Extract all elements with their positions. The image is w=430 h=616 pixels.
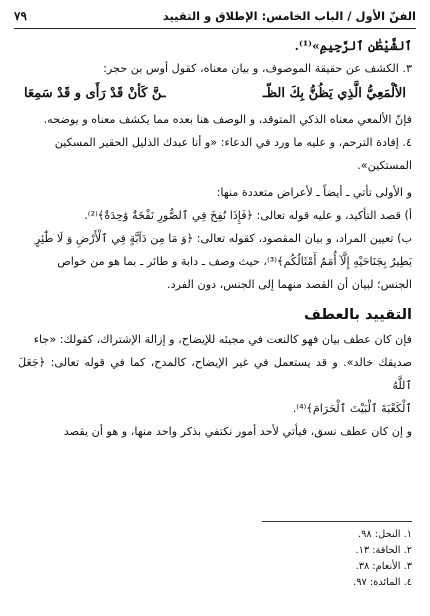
footnotes — [353, 527, 412, 591]
text-line: فإن كان عطف بيان فهو كالنعت في مجيئه للإيضاح، و إزالة الإشتراك، كقولك: «جاء — [33, 333, 412, 346]
text-line: الجنس؛ لبيان أن القصد منهما إلى الجنس، دون الفرد. — [167, 278, 412, 291]
text-line: ٱلْكَعْبَةَ ٱلْبَيْتَ ٱلْحَرَامَ﴾⁽⁴⁾. — [292, 402, 412, 415]
text-line: ٱلشَّيْطَٰنِ ٱلرَّجِيمِ»⁽¹⁾. — [294, 38, 412, 53]
running-header — [14, 8, 416, 29]
footnote: ١. النحل: ٩٨. — [358, 529, 412, 540]
text-line: يَطِيرُ بِجَنَاحَيْهِ إِلَّآ أُمَمٌ أَمْثَالُكُم﴾⁽³⁾، حيث وصف ـ دابة و طائر ـ بما هو من خواص — [57, 255, 412, 268]
footnote: ٤. المائدة: ٩٧. — [353, 577, 412, 588]
page-number: ٧٩ — [14, 9, 27, 23]
text-line: ٣. الكشف عن حقيقة الموصوف، و بيان معناه، كقول أوس بن حجر: — [103, 62, 412, 75]
page-body — [18, 34, 412, 443]
footnote: ٢. الحاقة: ١٣. — [355, 545, 412, 556]
verse-first-hemistich: الألْمَعِيُّ الَّذِي يَظُنُّ بِكَ الظّـ — [262, 86, 406, 101]
text-line: ٤. إفادة الترحم، و عليه ما ورد في الدعاء: «و أنا عبدك الذليل الحقير المسكين — [54, 136, 412, 149]
text-line: أ) قصد التأكيد، و عليه قوله تعالى: ﴿فَإِذَا نُفِخَ فِي ٱلصُّورِ نَفْخَةٌ وَٰحِدَةٌ﴾⁽²⁾. — [84, 209, 412, 222]
text-line: المستكين». — [357, 159, 412, 172]
poetry-verse — [18, 80, 412, 108]
header-title: الفنّ الأول / الباب الخامس: الإطلاق و التقييد — [162, 9, 416, 23]
text-line: و الأولى تأتي ـ أيضاً ـ لأعراض متعددة منها: — [216, 186, 412, 199]
verse-second-hemistich: ـنَّ كَأنْ قَدْ رَأَى و قَدْ سَمِعَا — [24, 86, 166, 101]
section-heading: التقييد بالعطف — [304, 307, 412, 323]
footnote-divider — [262, 521, 412, 522]
text-line: صديقك خالد». و قد يستعمل في غير الإيضاح، كالمدح، كما في قوله تعالى: ﴿جَعَلَ ٱللَّهُ — [18, 356, 412, 392]
footnote: ٣. الأنعام: ٣٨. — [355, 561, 412, 572]
text-line: فإنّ الألمعي معناه الذكي المتوقد، و الوصف هنا بعده مما يكشف معناه و يوضحه. — [43, 113, 412, 126]
text-line: ب) تعيين المراد، و بيان المقصود، كقوله تعالى: ﴿وَ مَا مِن دَآبَّةٍ فِي ٱلْأَرْضِ وَ لَا طَٰٓئِرٍ — [34, 232, 412, 245]
text-line: و إن كان عطف نسق، فيأتي لأحد أمور نكتفي بذكر واحد منها، و هو أن يقصد — [63, 425, 412, 438]
